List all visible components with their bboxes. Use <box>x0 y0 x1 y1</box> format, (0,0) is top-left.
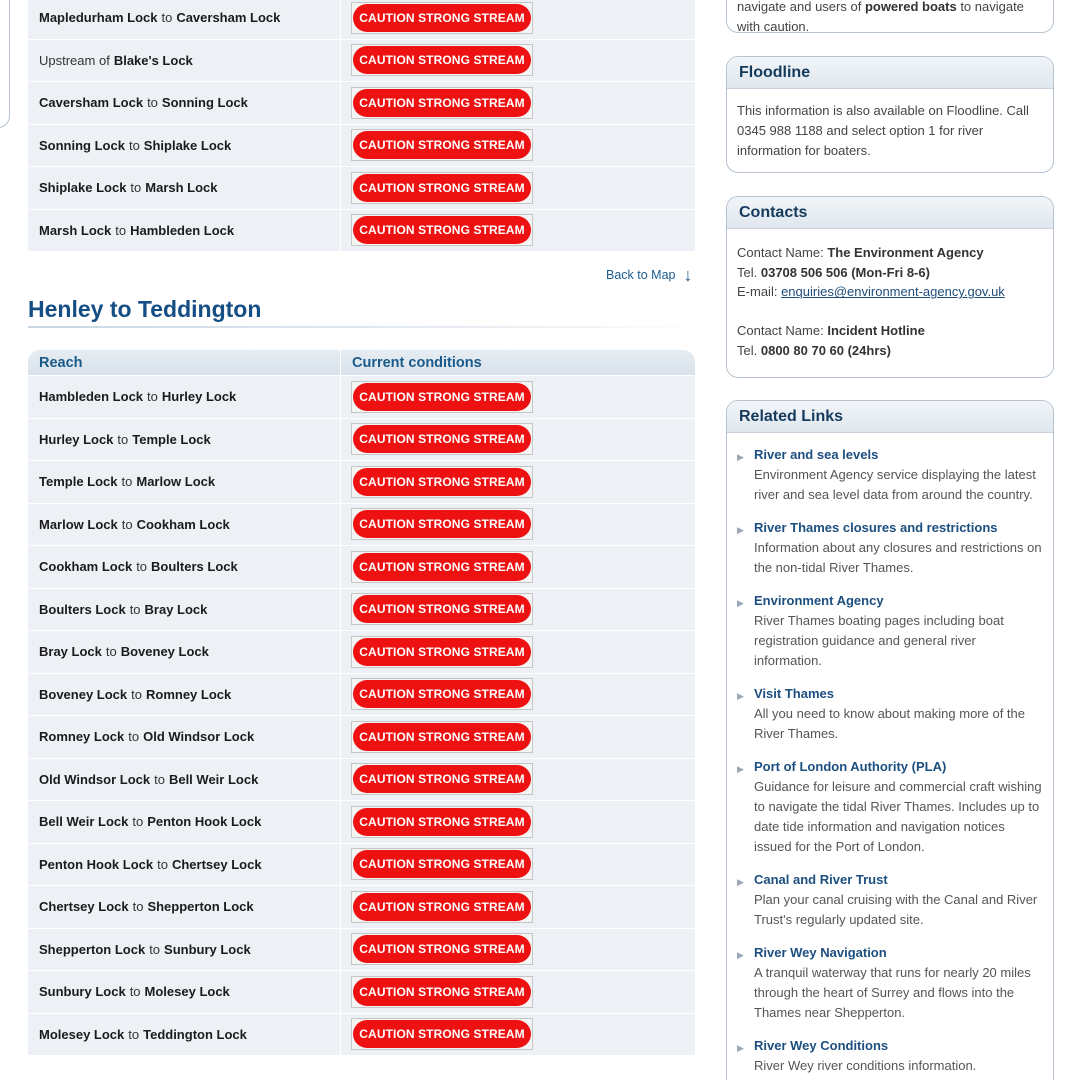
reach-to: Bell Weir Lock <box>168 771 259 787</box>
reach-separator: to <box>115 222 127 238</box>
reach-from: Bray Lock <box>39 644 102 660</box>
reach-from: Temple Lock <box>39 474 118 490</box>
caution-status-badge <box>351 976 533 1008</box>
reach-to: Marsh Lock <box>145 180 218 196</box>
reach-separator: to <box>130 180 142 196</box>
contact-name-2: Contact Name: Incident Hotline <box>737 323 925 339</box>
status-text: CAUTION STRONG STREAM <box>353 131 531 159</box>
reach-to: Temple Lock <box>132 431 211 447</box>
reach-from: Romney Lock <box>39 729 125 745</box>
caution-status-badge <box>351 806 533 838</box>
status-text: CAUTION STRONG STREAM <box>353 216 531 244</box>
caution-status-badge <box>351 423 533 455</box>
related-link[interactable]: Visit Thames <box>754 686 834 701</box>
reach-separator: to <box>121 474 133 490</box>
reach-cell <box>28 631 341 673</box>
reach-cell <box>28 844 341 886</box>
back-to-map-label: Back to Map <box>606 268 676 282</box>
reach-from: Molesey Lock <box>39 1026 125 1042</box>
reach-separator: to <box>105 644 117 660</box>
reach-separator: to <box>147 95 158 111</box>
related-links-title: Related Links <box>727 401 1053 433</box>
table-row <box>28 1014 695 1057</box>
reach-separator: to <box>129 601 141 617</box>
condition-cell <box>341 801 695 843</box>
reach-separator: to <box>161 10 173 26</box>
reach-to: Boulters Lock <box>151 559 238 575</box>
status-text: CAUTION STRONG STREAM <box>353 553 531 581</box>
reach-from: Sonning Lock <box>39 137 125 153</box>
table-row <box>28 82 695 125</box>
status-text: CAUTION STRONG STREAM <box>353 383 531 411</box>
table-row <box>28 125 695 168</box>
table-row <box>28 419 695 462</box>
notice-line-1: navigate and users of powered boats to navigate <box>737 0 1024 14</box>
status-text: CAUTION STRONG STREAM <box>353 174 531 202</box>
reach-separator: to <box>128 729 140 745</box>
back-to-map-link[interactable] <box>606 266 692 284</box>
reach-from: Shepperton Lock <box>39 941 146 957</box>
caution-status-badge <box>351 721 533 753</box>
contacts-box <box>726 196 1054 378</box>
reach-to: Shepperton Lock <box>147 899 254 915</box>
triangle-bullet-icon: ▶ <box>737 452 744 462</box>
reach-cell <box>28 461 341 503</box>
caution-status-badge <box>351 678 533 710</box>
triangle-bullet-icon: ▶ <box>737 1043 744 1053</box>
reach-to: Shiplake Lock <box>143 137 232 153</box>
condition-cell <box>341 1014 695 1056</box>
related-link-description: Guidance for leisure and commercial craft wishing to navigate the tidal River Thames. Includes up to date tide information and navigation notices issued for the Port of London. <box>754 779 1042 854</box>
reach-cell <box>28 971 341 1013</box>
related-link-item <box>737 684 1043 744</box>
reach-cell <box>28 125 341 167</box>
status-text: CAUTION STRONG STREAM <box>353 638 531 666</box>
table-row <box>28 546 695 589</box>
contact-tel-2: Tel. 0800 80 70 60 (24hrs) <box>737 342 891 358</box>
reach-header: Reach <box>28 350 341 375</box>
related-link-item <box>737 518 1043 578</box>
condition-cell <box>341 125 695 167</box>
reach-to: Hambleden Lock <box>130 222 235 238</box>
related-link-description: All you need to know about making more of the River Thames. <box>754 706 1025 741</box>
reach-cell <box>28 886 341 928</box>
related-link[interactable]: River Wey Navigation <box>754 945 887 960</box>
table-header <box>28 350 695 376</box>
contact-email-link[interactable]: enquiries@environment-agency.gov.uk <box>781 284 1005 300</box>
caution-status-badge <box>351 551 533 583</box>
reach-separator: to <box>149 941 161 957</box>
triangle-bullet-icon: ▶ <box>737 598 744 608</box>
reach-to: Bray Lock <box>144 601 208 617</box>
reach-to: Sunbury Lock <box>164 941 251 957</box>
reach-to: Romney Lock <box>146 686 232 702</box>
reach-from: Sunbury Lock <box>39 984 126 1000</box>
title-divider <box>28 326 698 328</box>
reach-separator: to <box>117 431 129 447</box>
reach-to: Caversham Lock <box>176 10 281 26</box>
reach-separator: to <box>157 856 168 872</box>
status-text: CAUTION STRONG STREAM <box>353 978 531 1006</box>
condition-cell <box>341 716 695 758</box>
reach-to: Chertsey Lock <box>171 856 262 872</box>
status-text: CAUTION STRONG STREAM <box>353 4 531 32</box>
caution-status-badge <box>351 87 533 119</box>
condition-cell <box>341 546 695 588</box>
related-link-description: Plan your canal cruising with the Canal and River Trust's regularly updated site. <box>754 892 1038 927</box>
reach-from: Hambleden Lock <box>39 389 144 405</box>
reach-separator: to <box>132 899 144 915</box>
reach-from: Marlow Lock <box>39 516 118 532</box>
triangle-bullet-icon: ▶ <box>737 950 744 960</box>
condition-cell <box>341 210 695 252</box>
reach-cell <box>28 40 341 82</box>
triangle-bullet-icon: ▶ <box>737 691 744 701</box>
reach-separator: Upstream of <box>39 52 110 68</box>
navigation-notice-box <box>726 0 1054 33</box>
condition-cell <box>341 167 695 209</box>
reach-separator: to <box>147 389 158 405</box>
notice-line-2: with caution. <box>737 19 810 33</box>
triangle-bullet-icon: ▶ <box>737 764 744 774</box>
related-link[interactable]: River and sea levels <box>754 447 879 462</box>
status-text: CAUTION STRONG STREAM <box>353 680 531 708</box>
table-row <box>28 210 695 253</box>
reach-from: Caversham Lock <box>39 95 144 111</box>
caution-status-badge <box>351 933 533 965</box>
floodline-box <box>726 56 1054 173</box>
condition-cell <box>341 929 695 971</box>
status-text: CAUTION STRONG STREAM <box>353 468 531 496</box>
table-row <box>28 461 695 504</box>
related-link-item <box>737 870 1043 930</box>
reach-from: Bell Weir Lock <box>39 814 129 830</box>
reach-cell <box>28 167 341 209</box>
reach-separator: to <box>136 559 148 575</box>
reach-cell <box>28 210 341 252</box>
reach-to: Hurley Lock <box>161 389 237 405</box>
reach-from: Hurley Lock <box>39 431 114 447</box>
condition-cell <box>341 589 695 631</box>
related-link-item <box>737 943 1043 1023</box>
reach-cell <box>28 504 341 546</box>
related-link[interactable]: Environment Agency <box>754 593 884 608</box>
status-text: CAUTION STRONG STREAM <box>353 595 531 623</box>
caution-status-badge <box>351 2 533 34</box>
reach-from: Shiplake Lock <box>39 180 127 196</box>
condition-cell <box>341 886 695 928</box>
reach-separator: to <box>132 814 144 830</box>
caution-status-badge <box>351 763 533 795</box>
triangle-bullet-icon: ▶ <box>737 877 744 887</box>
status-text: CAUTION STRONG STREAM <box>353 425 531 453</box>
status-text: CAUTION STRONG STREAM <box>353 46 531 74</box>
related-links-box <box>726 400 1054 1080</box>
table-row <box>28 716 695 759</box>
status-text: CAUTION STRONG STREAM <box>353 89 531 117</box>
reach-cell <box>28 0 341 39</box>
down-arrow-icon: ↓ <box>683 265 693 285</box>
related-link[interactable]: River Thames closures and restrictions <box>754 520 998 535</box>
reach-to: Cookham Lock <box>136 516 230 532</box>
table-row <box>28 0 695 40</box>
reach-separator: to <box>129 984 141 1000</box>
status-text: CAUTION STRONG STREAM <box>353 808 531 836</box>
related-link-item <box>737 757 1043 857</box>
section-title: Henley to Teddington <box>28 296 262 322</box>
table-row <box>28 167 695 210</box>
contact-tel-1: Tel. 03708 506 506 (Mon-Fri 8-6) <box>737 264 930 280</box>
condition-cell <box>341 971 695 1013</box>
table-row <box>28 801 695 844</box>
left-panel-edge <box>0 0 10 128</box>
condition-cell <box>341 504 695 546</box>
related-link-description: Information about any closures and restrictions on the non-tidal River Thames. <box>754 540 1042 575</box>
caution-status-badge <box>351 129 533 161</box>
contacts-title: Contacts <box>727 197 1053 229</box>
reach-to: Molesey Lock <box>144 984 230 1000</box>
condition-cell <box>341 759 695 801</box>
condition-cell <box>341 376 695 418</box>
table-row <box>28 759 695 802</box>
reach-separator: to <box>131 686 142 702</box>
related-link[interactable]: River Wey Conditions <box>754 1038 889 1053</box>
caution-status-badge <box>351 172 533 204</box>
reach-from: Chertsey Lock <box>39 899 129 915</box>
caution-status-badge <box>351 466 533 498</box>
caution-status-badge <box>351 381 533 413</box>
condition-cell <box>341 40 695 82</box>
condition-cell <box>341 844 695 886</box>
reach-cell <box>28 419 341 461</box>
reach-from: Boulters Lock <box>39 601 126 617</box>
reach-from: Cookham Lock <box>39 559 133 575</box>
caution-status-badge <box>351 891 533 923</box>
condition-cell <box>341 674 695 716</box>
status-text: CAUTION STRONG STREAM <box>353 893 531 921</box>
reach-cell <box>28 376 341 418</box>
reach-from: Boveney Lock <box>39 686 128 702</box>
status-text: CAUTION STRONG STREAM <box>353 765 531 793</box>
reach-cell <box>28 801 341 843</box>
reach-to: Teddington Lock <box>143 1026 247 1042</box>
reach-separator: to <box>154 771 165 787</box>
triangle-bullet-icon: ▶ <box>737 525 744 535</box>
reach-cell <box>28 1014 341 1056</box>
reach-from: Marsh Lock <box>39 222 112 238</box>
reach-to: Marlow Lock <box>136 474 216 490</box>
contact-name-1: Contact Name: The Environment Agency <box>737 245 984 260</box>
table-row <box>28 674 695 717</box>
reach-to: Penton Hook Lock <box>147 814 262 830</box>
caution-status-badge <box>351 848 533 880</box>
table-row <box>28 376 695 419</box>
caution-status-badge <box>351 508 533 540</box>
status-text: CAUTION STRONG STREAM <box>353 935 531 963</box>
related-link-description: River Wey river conditions information. <box>754 1058 977 1073</box>
upstream-conditions-table <box>28 0 695 252</box>
table-row <box>28 886 695 929</box>
reach-to: Old Windsor Lock <box>143 729 255 745</box>
reach-cell <box>28 546 341 588</box>
floodline-title: Floodline <box>727 57 1053 89</box>
reach-cell <box>28 759 341 801</box>
reach-separator: to <box>128 137 140 153</box>
condition-cell <box>341 0 695 39</box>
table-row <box>28 504 695 547</box>
table-row <box>28 929 695 972</box>
related-link-description: River Thames boating pages including boat registration guidance and general river information. <box>754 613 1004 668</box>
caution-status-badge <box>351 593 533 625</box>
contact-email-1: E-mail: enquiries@environment-agency.gov.uk <box>737 284 1005 300</box>
related-link-item <box>737 591 1043 671</box>
condition-cell <box>341 82 695 124</box>
related-link[interactable]: Canal and River Trust <box>754 872 888 887</box>
condition-cell <box>341 419 695 461</box>
related-link-item <box>737 1036 1043 1076</box>
reach-cell <box>28 716 341 758</box>
table-row <box>28 844 695 887</box>
reach-separator: to <box>121 516 133 532</box>
reach-to: Sonning Lock <box>161 95 248 111</box>
caution-status-badge <box>351 1018 533 1050</box>
related-link[interactable]: Port of London Authority (PLA) <box>754 759 947 774</box>
reach-cell <box>28 929 341 971</box>
reach-cell <box>28 674 341 716</box>
reach-cell <box>28 82 341 124</box>
table-row <box>28 631 695 674</box>
henley-teddington-table <box>28 350 695 1056</box>
condition-cell <box>341 631 695 673</box>
status-text: CAUTION STRONG STREAM <box>353 850 531 878</box>
table-row <box>28 589 695 632</box>
reach-cell <box>28 589 341 631</box>
conditions-header: Current conditions <box>352 354 482 371</box>
status-text: CAUTION STRONG STREAM <box>353 723 531 751</box>
related-link-description: A tranquil waterway that runs for nearly 20 miles through the heart of Surrey and flows into the Thames near Shepperton. <box>754 965 1031 1020</box>
reach-from: Old Windsor Lock <box>39 771 151 787</box>
reach-from: Penton Hook Lock <box>39 856 154 872</box>
condition-cell <box>341 461 695 503</box>
reach-from: Mapledurham Lock <box>39 10 158 26</box>
caution-status-badge <box>351 214 533 246</box>
caution-status-badge <box>351 636 533 668</box>
reach-to: Blake's Lock <box>113 52 193 68</box>
status-text: CAUTION STRONG STREAM <box>353 1020 531 1048</box>
reach-separator: to <box>128 1026 140 1042</box>
table-row <box>28 971 695 1014</box>
related-link-item <box>737 445 1043 505</box>
reach-to: Boveney Lock <box>120 644 209 660</box>
table-row <box>28 40 695 83</box>
status-text: CAUTION STRONG STREAM <box>353 510 531 538</box>
floodline-text: This information is also available on Floodline. Call 0345 988 1188 and select option 1 for river information for boaters. <box>737 103 1029 158</box>
caution-status-badge <box>351 44 533 76</box>
related-link-description: Environment Agency service displaying the latest river and sea level data from around the country. <box>754 467 1036 502</box>
